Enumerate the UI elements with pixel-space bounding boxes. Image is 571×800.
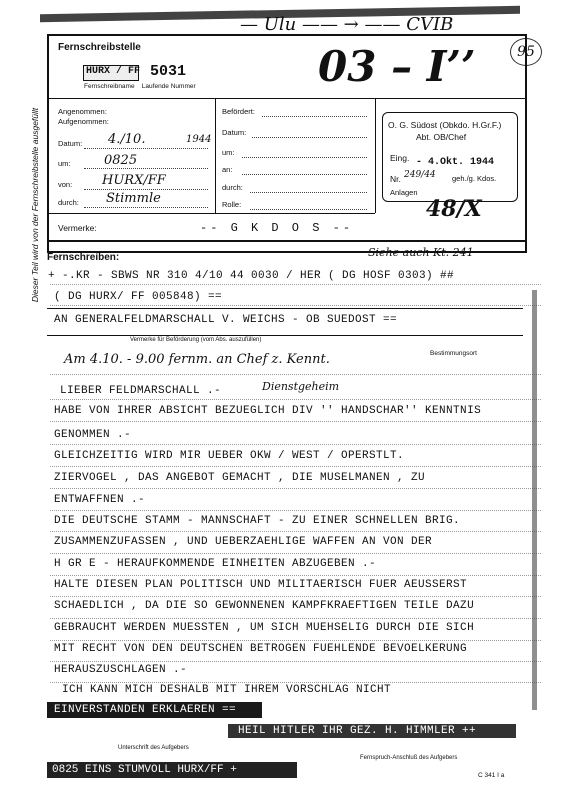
page-number: 95 bbox=[517, 44, 535, 60]
rule-line bbox=[50, 466, 541, 467]
stamp-anlagen-label: Anlagen bbox=[390, 188, 418, 197]
header-divider bbox=[47, 98, 525, 99]
stamp-nr-suffix: geh./g. Kdos. bbox=[452, 174, 497, 183]
stamp-eing-label: Eing. bbox=[390, 153, 410, 163]
um-line bbox=[84, 168, 208, 169]
durch-label: durch: bbox=[58, 198, 79, 207]
telex-body-8: H GR E - HERAUFKOMMENDE EINHEITEN ABZUGEBEN .- bbox=[54, 558, 377, 570]
rule-line bbox=[50, 421, 541, 422]
header-title: Fernschreibstelle bbox=[58, 42, 141, 53]
sub-labels: Fernschreibname Laufende Nummer bbox=[84, 83, 196, 90]
von-value[interactable]: HURX/FF bbox=[102, 173, 166, 188]
durch-line bbox=[84, 207, 208, 208]
vermerke-label: Vermerke: bbox=[58, 223, 97, 233]
vermerke-value: -- G K D O S -- bbox=[200, 221, 354, 235]
fwd-durch-label: durch: bbox=[222, 183, 243, 192]
rule-line bbox=[50, 596, 541, 597]
stamp-eing-value: - 4.Okt. 1944 bbox=[416, 157, 495, 168]
telex-body-2: GENOMMEN .- bbox=[54, 429, 132, 441]
durch-value[interactable]: Stimmle bbox=[106, 191, 161, 206]
stamp-line2: Abt. OB/Chef bbox=[416, 132, 467, 142]
telex-body-6: DIE DEUTSCHE STAMM - MANNSCHAFT - ZU EINER SCHNELLEN BRIG. bbox=[54, 515, 461, 527]
datum-line bbox=[84, 148, 208, 149]
form-code: C 341 I a bbox=[478, 772, 505, 779]
telex-body-1: HABE VON IHRER ABSICHT BEZUEGLICH DIV '' HANDSCHAR'' KENNTNIS bbox=[54, 405, 482, 417]
fwd-um-line bbox=[242, 157, 367, 158]
von-label: von: bbox=[58, 180, 73, 189]
col-divider-2 bbox=[375, 98, 376, 213]
top-scrawl: — Ulu —— → —— CVIB bbox=[240, 14, 454, 35]
datum-year: 1944 bbox=[186, 134, 212, 145]
routing-note: Vermerke für Beförderung (vom Abs. auszufüllen) bbox=[130, 337, 262, 343]
fwd-rolle-line bbox=[250, 209, 367, 210]
fwd-rolle-label: Rolle: bbox=[222, 200, 242, 209]
fernschreiben-label: Fernschreiben: bbox=[47, 252, 120, 263]
telex-body-13: HERAUSZUSCHLAGEN .- bbox=[54, 664, 188, 676]
footer-right-label: Fernspruch-Anschluß des Aufgebers bbox=[360, 755, 458, 761]
right-edge-shadow bbox=[532, 290, 537, 710]
fwd-datum-line bbox=[252, 137, 367, 138]
side-vertical-text bbox=[30, 60, 44, 350]
stamp-nr-label: Nr. bbox=[390, 174, 401, 184]
fwd-durch-line bbox=[250, 192, 367, 193]
footer-left-label: Unterschrift des Aufgebers bbox=[118, 745, 189, 751]
um-label: um: bbox=[58, 159, 71, 168]
big-handwritten-number: 03 – I’’ bbox=[318, 42, 476, 91]
telex-body-7: ZUSAMMENZUFASSEN , UND UEBERZAEHLIGE WAFFEN AN VON DER bbox=[54, 536, 433, 548]
telex-body-14: ICH KANN MICH DESHALB MIT IHREM VORSCHLAG NICHT bbox=[62, 684, 392, 696]
aufgenommen-label: Aufgenommen: bbox=[58, 117, 109, 126]
margin-handwriting: Dienstgeheim bbox=[262, 380, 340, 393]
von-line bbox=[84, 189, 208, 190]
rule-line bbox=[50, 531, 541, 532]
telex-body-12: MIT RECHT VON DEN DEUTSCHEN BETROGEN FUEHLENDE BEVOELKERUNG bbox=[54, 643, 468, 655]
rule-line bbox=[50, 553, 541, 554]
running-number: 5031 bbox=[150, 63, 187, 80]
datum-label: Datum: bbox=[58, 139, 83, 148]
fwd-datum-label: Datum: bbox=[222, 128, 247, 137]
telex-body-3: GLEICHZEITIG WIRD MIR UEBER OKW / WEST / OPERSTLT. bbox=[54, 450, 405, 462]
rule-line bbox=[50, 618, 541, 619]
side-text: Dieser Teil wird von der Fernschreibstelle ausgefüllt bbox=[30, 107, 40, 303]
stamp-hand-number: 48/X bbox=[426, 196, 482, 222]
rule-line bbox=[50, 661, 541, 662]
fwd-an-label: an: bbox=[222, 165, 233, 174]
telex-signoff: HEIL HITLER IHR GEZ. H. HIMMLER ++ bbox=[238, 725, 477, 737]
rule-line bbox=[50, 399, 541, 400]
stamp-nr-value: 249/44 bbox=[404, 170, 436, 180]
rule-line bbox=[50, 305, 541, 306]
telex-body-11: GEBRAUCHT WERDEN MUESSTEN , UM SICH MUEHSELIG DURCH DIE SICH bbox=[54, 622, 475, 634]
col-divider-1 bbox=[215, 98, 216, 213]
vermerke-bottom bbox=[47, 240, 525, 242]
telex-line-2: ( DG HURX/ FF 005848) == bbox=[54, 291, 223, 303]
fwd-um-label: um: bbox=[222, 148, 235, 157]
telex-body-10: SCHAEDLICH , DA DIE SO GEWONNENEN KAMPFKRAEFTIGEN TEILE DAZU bbox=[54, 600, 475, 612]
rule-line bbox=[50, 510, 541, 511]
telex-line-1: + -.KR - SBWS NR 310 4/10 44 0030 / HER ( DG HOSF 0303) ## bbox=[48, 270, 455, 282]
datum-value[interactable]: 4./10. bbox=[108, 132, 146, 147]
telex-body-5: ENTWAFFNEN .- bbox=[54, 494, 146, 506]
footer-receipt-line: 0825 EINS STUMVOLL HURX/FF + bbox=[52, 764, 237, 776]
telex-line-3: AN GENERALFELDMARSCHALL V. WEICHS - OB SUEDOST == bbox=[54, 314, 398, 326]
befoerdert-line bbox=[262, 116, 367, 117]
befoerdert-label: Befördert: bbox=[222, 107, 255, 116]
vermerke-divider bbox=[47, 213, 375, 214]
rule-line bbox=[50, 374, 541, 375]
telex-body-15: EINVERSTANDEN ERKLAEREN == bbox=[54, 704, 237, 716]
rule-line bbox=[50, 575, 541, 576]
telex-body-9: HALTE DIESEN PLAN POLITISCH UND MILITAERISCH FUER AEUSSERST bbox=[54, 579, 468, 591]
rule-line bbox=[50, 682, 541, 683]
um-value[interactable]: 0825 bbox=[104, 153, 138, 168]
rule-line bbox=[50, 488, 541, 489]
telex-line-salutation: LIEBER FELDMARSCHALL .- bbox=[60, 385, 222, 397]
handwritten-annotation: Am 4.10. - 9.00 fernm. an Chef z. Kennt. bbox=[64, 352, 330, 367]
station-stamp-text: HURX / FF bbox=[86, 66, 141, 77]
rule-line bbox=[50, 284, 541, 285]
rule-line bbox=[50, 444, 541, 445]
telex-body-4: ZIERVOGEL , DAS ANGEBOT GEMACHT , DIE MUSELMANEN , ZU bbox=[54, 472, 426, 484]
stamp-line1: O. G. Südost (Obkdo. H.Gr.F.) bbox=[388, 120, 502, 130]
fwd-an-line bbox=[242, 174, 367, 175]
destination-label: Bestimmungsort bbox=[430, 350, 477, 357]
fernschreiben-hand-note: Siehe auch Kt. 241 bbox=[368, 246, 474, 259]
rule-line bbox=[50, 640, 541, 641]
angenommen-label: Angenommen: bbox=[58, 107, 107, 116]
